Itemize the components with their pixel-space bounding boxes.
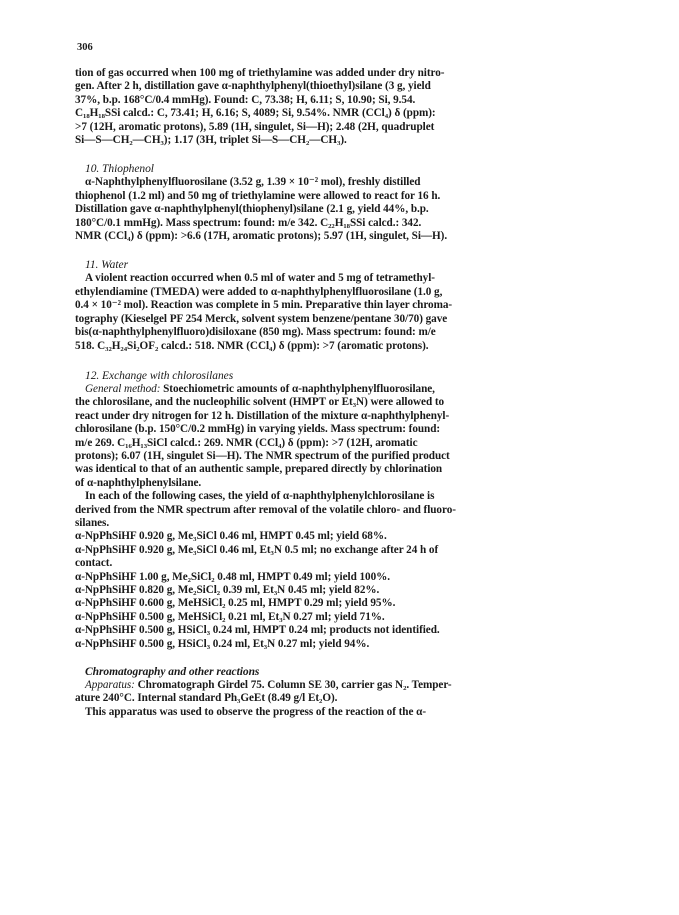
section-heading: Chromatography and other reactions bbox=[85, 666, 260, 679]
text-line: This apparatus was used to observe the progress of the reaction of the α- bbox=[85, 705, 427, 718]
reaction-line: α-NpPhSiHF 0.500 g, HSiCl₃ 0.24 ml, HMPT 0.24 ml; products not identified. bbox=[75, 624, 440, 637]
text-line: thiophenol (1.2 ml) and 50 mg of triethylamine were allowed to react for 16 h. bbox=[75, 189, 441, 202]
text-line: 37%, b.p. 168°C/0.4 mmHg). Found: C, 73.38; H, 6.11; S, 10.90; Si, 9.54. bbox=[75, 93, 416, 106]
section-heading: 10. Thiophenol bbox=[85, 163, 154, 176]
page-number: 306 bbox=[77, 42, 93, 53]
general-method-label: General method: bbox=[85, 382, 161, 395]
reaction-line: contact. bbox=[75, 557, 113, 570]
text-line: Distillation gave α-naphthylphenyl(thiophenyl)silane (2.1 g, yield 44%, b.p. bbox=[75, 203, 429, 216]
text-line: silanes. bbox=[75, 516, 110, 529]
text-line: C₁₈H₁₈SSi calcd.: C, 73.41; H, 6.16; S, 4089; Si, 9.54%. NMR (CCl₄) δ (ppm): bbox=[75, 107, 436, 120]
text-line: α-Naphthylphenylfluorosilane (3.52 g, 1.39 × 10⁻² mol), freshly distilled bbox=[85, 176, 421, 189]
text-line bbox=[75, 383, 605, 396]
text-line: 0.4 × 10⁻² mol). Reaction was complete in 5 min. Preparative thin layer chroma- bbox=[75, 299, 453, 312]
section-chromatography bbox=[75, 665, 605, 719]
reaction-line: α-NpPhSiHF 0.920 g, Me₃SiCl 0.46 ml, HMPT 0.45 ml; yield 68%. bbox=[75, 530, 387, 543]
text-span: Stoechiometric amounts of α-naphthylphenylfluorosilane, bbox=[160, 382, 435, 395]
reaction-line: α-NpPhSiHF 0.600 g, MeHSiCl₂ 0.25 ml, HMPT 0.29 ml; yield 95%. bbox=[75, 597, 396, 610]
text-line: bis(α-naphthylphenylfluoro)disiloxane (850 mg). Mass spectrum: found: m/e bbox=[75, 326, 436, 339]
text-line: of α-naphthylphenylsilane. bbox=[75, 476, 202, 489]
text-line: gen. After 2 h, distillation gave α-naphthylphenyl(thioethyl)silane (3 g, yield bbox=[75, 80, 431, 93]
text-line bbox=[75, 679, 605, 692]
apparatus-label: Apparatus: bbox=[85, 679, 135, 692]
text-line: derived from the NMR spectrum after removal of the volatile chloro- and fluoro- bbox=[75, 503, 456, 516]
text-line: 180°C/0.1 mmHg). Mass spectrum: found: m/e 342. C₂₂H₁₈SSi calcd.: 342. bbox=[75, 216, 422, 229]
text-line: ature 240°C. Internal standard Ph₃GeEt (8.49 g/l Et₂O). bbox=[75, 692, 338, 705]
text-span: Chromatograph Girdel 75. Column SE 30, carrier gas N₂. Temper- bbox=[134, 679, 452, 692]
text-line: chlorosilane (b.p. 150°C/0.2 mmHg) in varying yields. Mass spectrum: found: bbox=[75, 423, 441, 436]
reaction-line: α-NpPhSiHF 0.500 g, HSiCl₃ 0.24 ml, Et₃N 0.27 ml; yield 94%. bbox=[75, 637, 370, 650]
section-water bbox=[75, 258, 605, 352]
reaction-line: α-NpPhSiHF 0.820 g, Me₂SiCl₂ 0.39 ml, Et₃N 0.45 ml; yield 82%. bbox=[75, 584, 380, 596]
text-line: >7 (12H, aromatic protons), 5.89 (1H, singulet, Si—H); 2.48 (2H, quadruplet bbox=[75, 120, 435, 133]
section-thiophenol bbox=[75, 162, 605, 243]
text-line: NMR (CCl₄) δ (ppm): >6.6 (17H, aromatic protons); 5.97 (1H, singulet, Si—H). bbox=[75, 230, 448, 243]
text-line: protons); 6.07 (1H, singulet Si—H). The NMR spectrum of the purified product bbox=[75, 449, 450, 462]
text-line: the chlorosilane, and the nucleophilic solvent (HMPT or Et₃N) were allowed to bbox=[75, 396, 445, 409]
text-line: In each of the following cases, the yield of α-naphthylphenylchlorosilane is bbox=[85, 490, 435, 503]
text-line: Si—S—CH₂—CH₃); 1.17 (3H, triplet Si—S—CH₂—CH₃). bbox=[75, 134, 347, 147]
text-line: 518. C₃₂H₂₄Si₂OF₂ calcd.: 518. NMR (CCl₄) δ (ppm): >7 (aromatic protons). bbox=[75, 339, 429, 352]
intro-paragraph bbox=[75, 67, 605, 147]
reaction-line: α-NpPhSiHF 1.00 g, Me₂SiCl₂ 0.48 ml, HMPT 0.49 ml; yield 100%. bbox=[75, 570, 391, 583]
section-heading: 11. Water bbox=[85, 259, 128, 272]
reaction-line: α-NpPhSiHF 0.920 g, Me₃SiCl 0.46 ml, Et₃N 0.5 ml; no exchange after 24 h of bbox=[75, 543, 439, 556]
section-exchange bbox=[75, 369, 605, 651]
document-page bbox=[75, 42, 605, 719]
text-line: was identical to that of an authentic sample, prepared directly by chlorination bbox=[75, 463, 443, 476]
text-line: A violent reaction occurred when 0.5 ml of water and 5 mg of tetramethyl- bbox=[85, 272, 435, 285]
text-line: m/e 269. C₁₆H₁₃SiCl calcd.: 269. NMR (CCl₄) δ (ppm): >7 (12H, aromatic bbox=[75, 436, 418, 449]
text-line: tography (Kieselgel PF 254 Merck, solvent system benzene/pentane 30/70) gave bbox=[75, 312, 448, 325]
text-line: react under dry nitrogen for 12 h. Distillation of the mixture α-naphthylphenyl- bbox=[75, 409, 450, 422]
section-heading: 12. Exchange with chlorosilanes bbox=[85, 369, 234, 382]
text-line: tion of gas occurred when 100 mg of triethylamine was added under dry nitro- bbox=[75, 67, 445, 79]
reaction-line: α-NpPhSiHF 0.500 g, MeHSiCl₂ 0.21 ml, Et₃N 0.27 ml; yield 71%. bbox=[75, 610, 385, 623]
text-line: ethylendiamine (TMEDA) were added to α-naphthylphenylfluorosilane (1.0 g, bbox=[75, 285, 443, 298]
